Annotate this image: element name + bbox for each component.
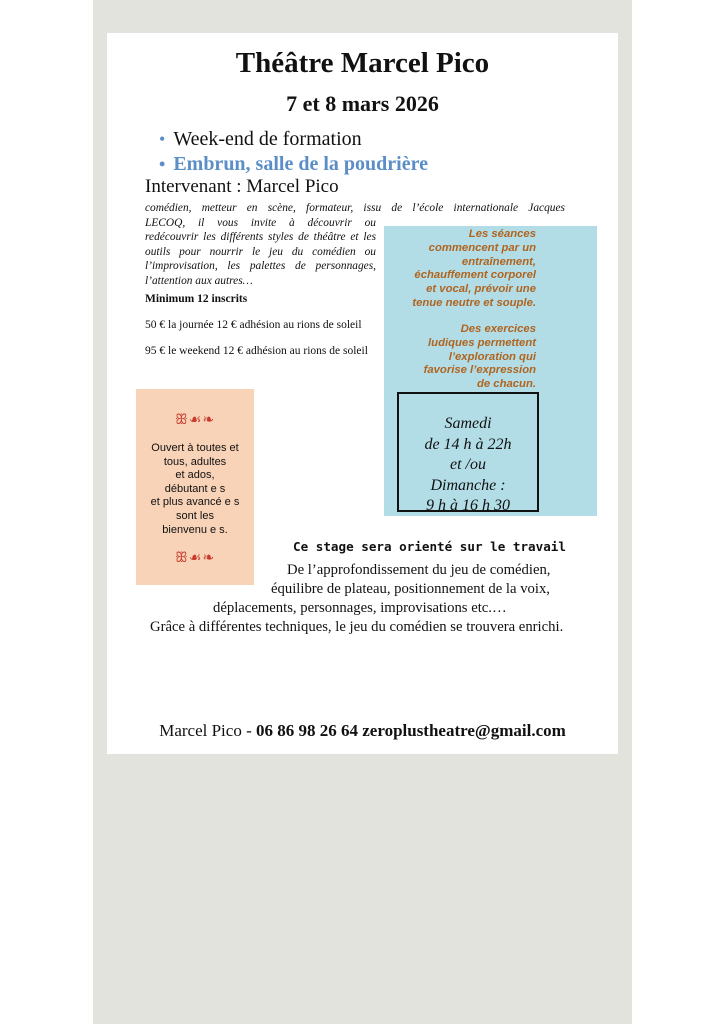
schedule-box: Samedi de 14 h à 22h et /ou Dimanche : 9 h à 16 h 30 bbox=[397, 392, 539, 512]
description-line: l’improvisation, les palettes de personnages, bbox=[145, 260, 376, 273]
price-weekend: 95 € le weekend 12 € adhésion au rions de soleil bbox=[145, 345, 368, 357]
exercises-text: Des exercices ludiques permettent l’exploration qui favorise l’expression de chacun. bbox=[423, 323, 536, 391]
ornament-icon: ꕥ☙❧ bbox=[174, 411, 216, 427]
sessions-info-box bbox=[384, 226, 597, 516]
stage-line: déplacements, personnages, improvisations etc.… bbox=[213, 600, 507, 616]
description-line: outils pour nourrir le jeu du comédien ou bbox=[145, 245, 376, 258]
description-line: l’attention aux autres… bbox=[145, 274, 253, 287]
sessions-text: Les séances commencent par un entraînement, échauffement corporel et vocal, prévoir une tenue neutre et souple. bbox=[412, 228, 536, 309]
bullet-item-location: • Embrun, salle de la poudrière bbox=[159, 153, 428, 175]
info-bullets bbox=[159, 127, 428, 177]
event-dates: 7 et 8 mars 2026 bbox=[286, 91, 439, 116]
audience-box bbox=[136, 389, 254, 585]
contact-email[interactable]: zeroplustheatre@gmail.com bbox=[362, 721, 566, 740]
contact-line bbox=[107, 721, 618, 741]
stage-heading: Ce stage sera orienté sur le travail bbox=[293, 539, 566, 554]
bullet-dot-icon: • bbox=[159, 129, 166, 149]
stage-line: De l’approfondissement du jeu de comédien, bbox=[287, 562, 551, 578]
description-line: comédien, metteur en scène, formateur, issu de l’école internationale Jacques bbox=[145, 202, 565, 214]
contact-phone[interactable]: 06 86 98 26 64 bbox=[255, 721, 358, 740]
bullet-item: • Week-end de formation bbox=[159, 128, 362, 150]
stage-line: équilibre de plateau, positionnement de la voix, bbox=[271, 581, 550, 597]
description-line: redécouvrir les différents styles de théâtre et les bbox=[145, 231, 376, 244]
contact-name: Marcel Pico bbox=[159, 721, 242, 740]
minimum-participants: Minimum 12 inscrits bbox=[145, 293, 248, 305]
contact-separator: - bbox=[241, 721, 256, 740]
flyer-page bbox=[107, 33, 618, 754]
description-line: LECOQ, il vous invite à découvrir ou bbox=[145, 216, 376, 229]
audience-text: Ouvert à toutes et tous, adultes et ados, débutant e s et plus avancé e s sont les bienvenu e s. bbox=[150, 442, 240, 536]
stage-line: Grâce à différentes techniques, le jeu du comédien se trouvera enrichi. bbox=[150, 619, 564, 635]
intervenant-line: Intervenant : Marcel Pico bbox=[145, 176, 339, 197]
bullet-dot-icon: • bbox=[159, 154, 166, 174]
price-day: 50 € la journée 12 € adhésion au rions de soleil bbox=[145, 319, 362, 331]
ornament-icon: ꕥ☙❧ bbox=[174, 549, 216, 565]
page-title: Théâtre Marcel Pico bbox=[235, 47, 490, 79]
